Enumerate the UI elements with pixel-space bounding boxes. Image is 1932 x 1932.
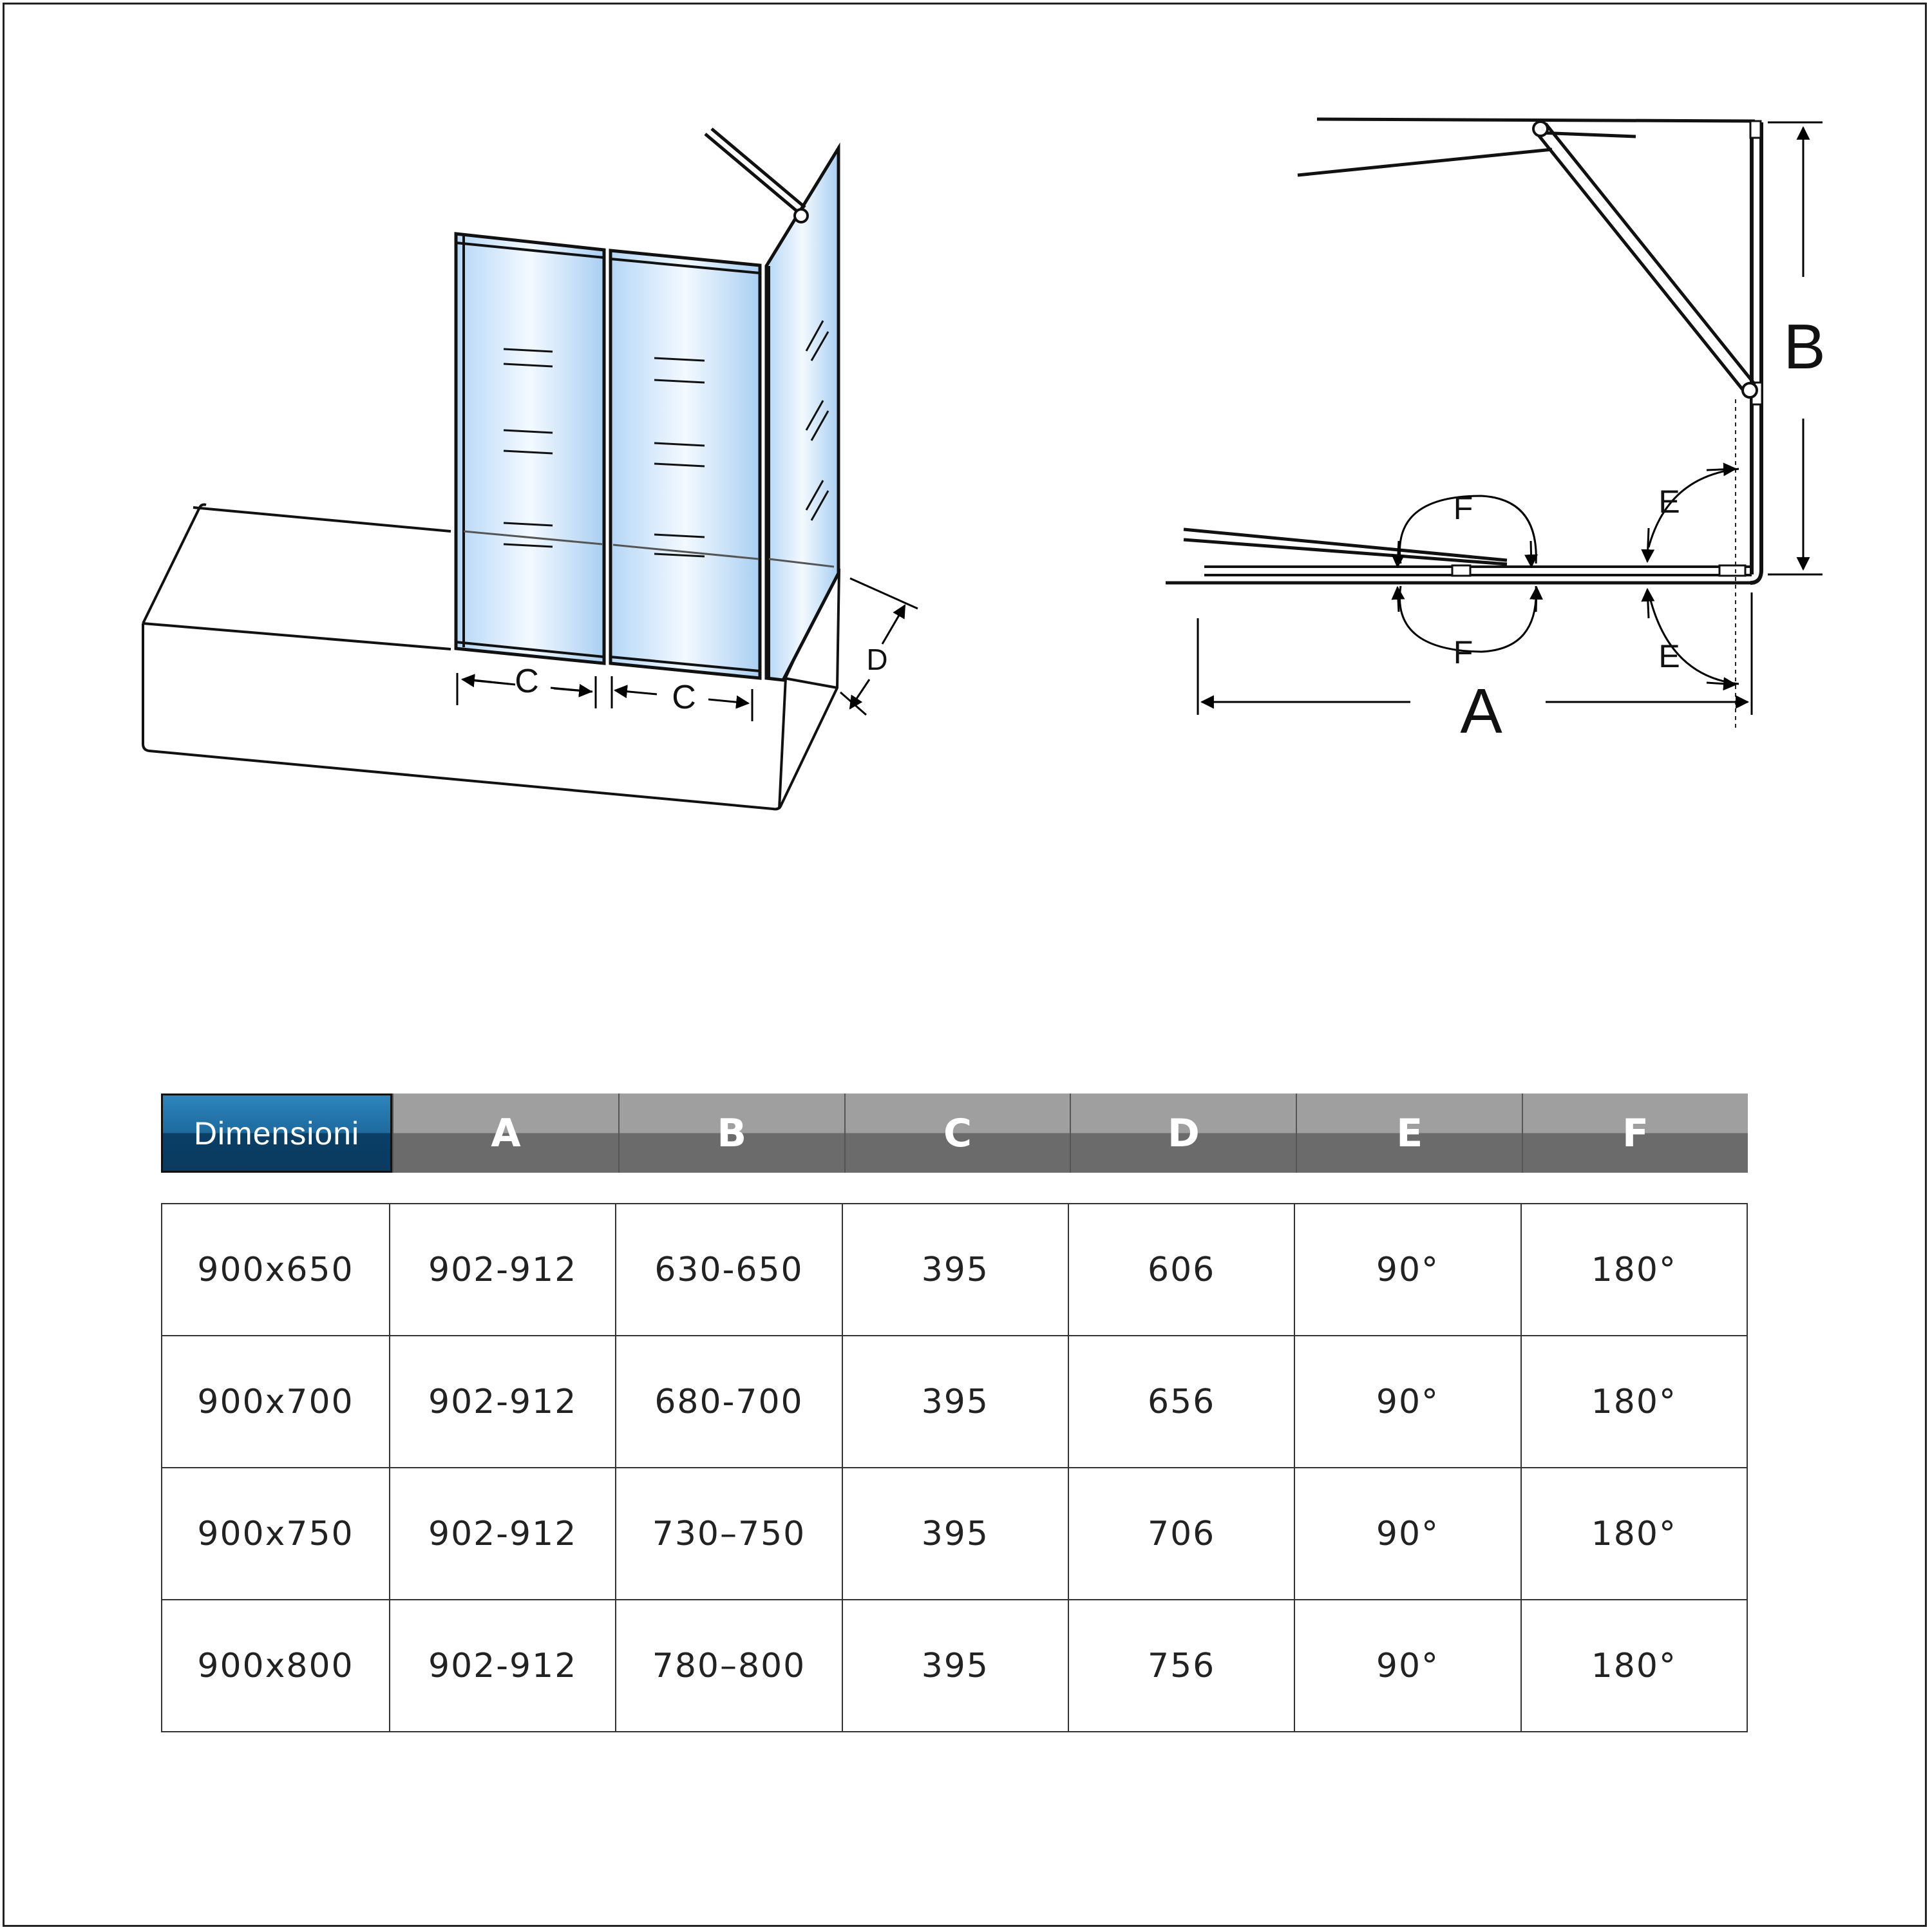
header-f: F	[1522, 1094, 1748, 1173]
cell-a: 902-912	[390, 1204, 616, 1336]
label-e-bottom: E	[1658, 638, 1680, 674]
label-a: A	[1460, 676, 1502, 746]
table-header	[161, 1094, 1748, 1173]
label-d: D	[866, 643, 888, 676]
top-bar-hinge-1	[1533, 122, 1548, 136]
header-e: E	[1296, 1094, 1522, 1173]
stabilizer-bar	[705, 129, 805, 213]
header-c: C	[844, 1094, 1070, 1173]
table-row	[162, 1204, 1747, 1336]
glass-panel-3	[766, 148, 838, 680]
cell-a: 902-912	[390, 1468, 616, 1600]
cell-b: 630-650	[616, 1204, 842, 1336]
hinge-end	[1719, 565, 1745, 576]
cell-b: 780–800	[616, 1600, 842, 1732]
label-b: B	[1783, 311, 1826, 382]
cell-c: 395	[842, 1600, 1068, 1732]
cell-e: 90°	[1294, 1468, 1520, 1600]
cell-b: 730–750	[616, 1468, 842, 1600]
top-stabilizer-bar	[1536, 124, 1755, 393]
table-row	[162, 1336, 1747, 1468]
cell-size: 900x650	[162, 1204, 390, 1336]
folding-panels	[1204, 567, 1752, 575]
header-dimensioni: Dimensioni	[161, 1094, 392, 1173]
label-e-top: E	[1658, 484, 1680, 520]
bar-hinge	[795, 209, 808, 222]
cell-c: 395	[842, 1336, 1068, 1468]
cell-d: 706	[1068, 1468, 1294, 1600]
label-c1: C	[515, 663, 539, 700]
cell-f: 180°	[1521, 1468, 1747, 1600]
hinge-mid	[1452, 565, 1470, 576]
cell-c: 395	[842, 1468, 1068, 1600]
cell-size: 900x700	[162, 1336, 390, 1468]
cell-size: 900x750	[162, 1468, 390, 1600]
table-row	[162, 1468, 1747, 1600]
table-row	[162, 1600, 1747, 1732]
cell-d: 756	[1068, 1600, 1294, 1732]
top-view	[1166, 119, 1826, 746]
wall-bracket-top	[1750, 121, 1761, 138]
cell-e: 90°	[1294, 1336, 1520, 1468]
header-a: A	[392, 1094, 618, 1173]
cell-size: 900x800	[162, 1600, 390, 1732]
label-c2: C	[672, 679, 696, 716]
isometric-view	[143, 129, 918, 809]
dimensions-table	[161, 1203, 1748, 1732]
header-b: B	[618, 1094, 844, 1173]
cell-a: 902-912	[390, 1336, 616, 1468]
cell-d: 656	[1068, 1336, 1294, 1468]
cell-f: 180°	[1521, 1600, 1747, 1732]
cell-c: 395	[842, 1204, 1068, 1336]
top-bar-hinge-2	[1743, 383, 1757, 397]
fixed-panel	[1750, 122, 1761, 583]
glass-panel-1	[456, 234, 604, 663]
cell-f: 180°	[1521, 1204, 1747, 1336]
cell-d: 606	[1068, 1204, 1294, 1336]
cell-e: 90°	[1294, 1600, 1520, 1732]
cell-e: 90°	[1294, 1204, 1520, 1336]
tub-edge-top	[1298, 119, 1755, 175]
cell-f: 180°	[1521, 1336, 1747, 1468]
cell-b: 680-700	[616, 1336, 842, 1468]
header-d: D	[1070, 1094, 1296, 1173]
label-f-bottom: F	[1453, 634, 1473, 670]
cell-a: 902-912	[390, 1600, 616, 1732]
label-f-top: F	[1453, 490, 1473, 526]
